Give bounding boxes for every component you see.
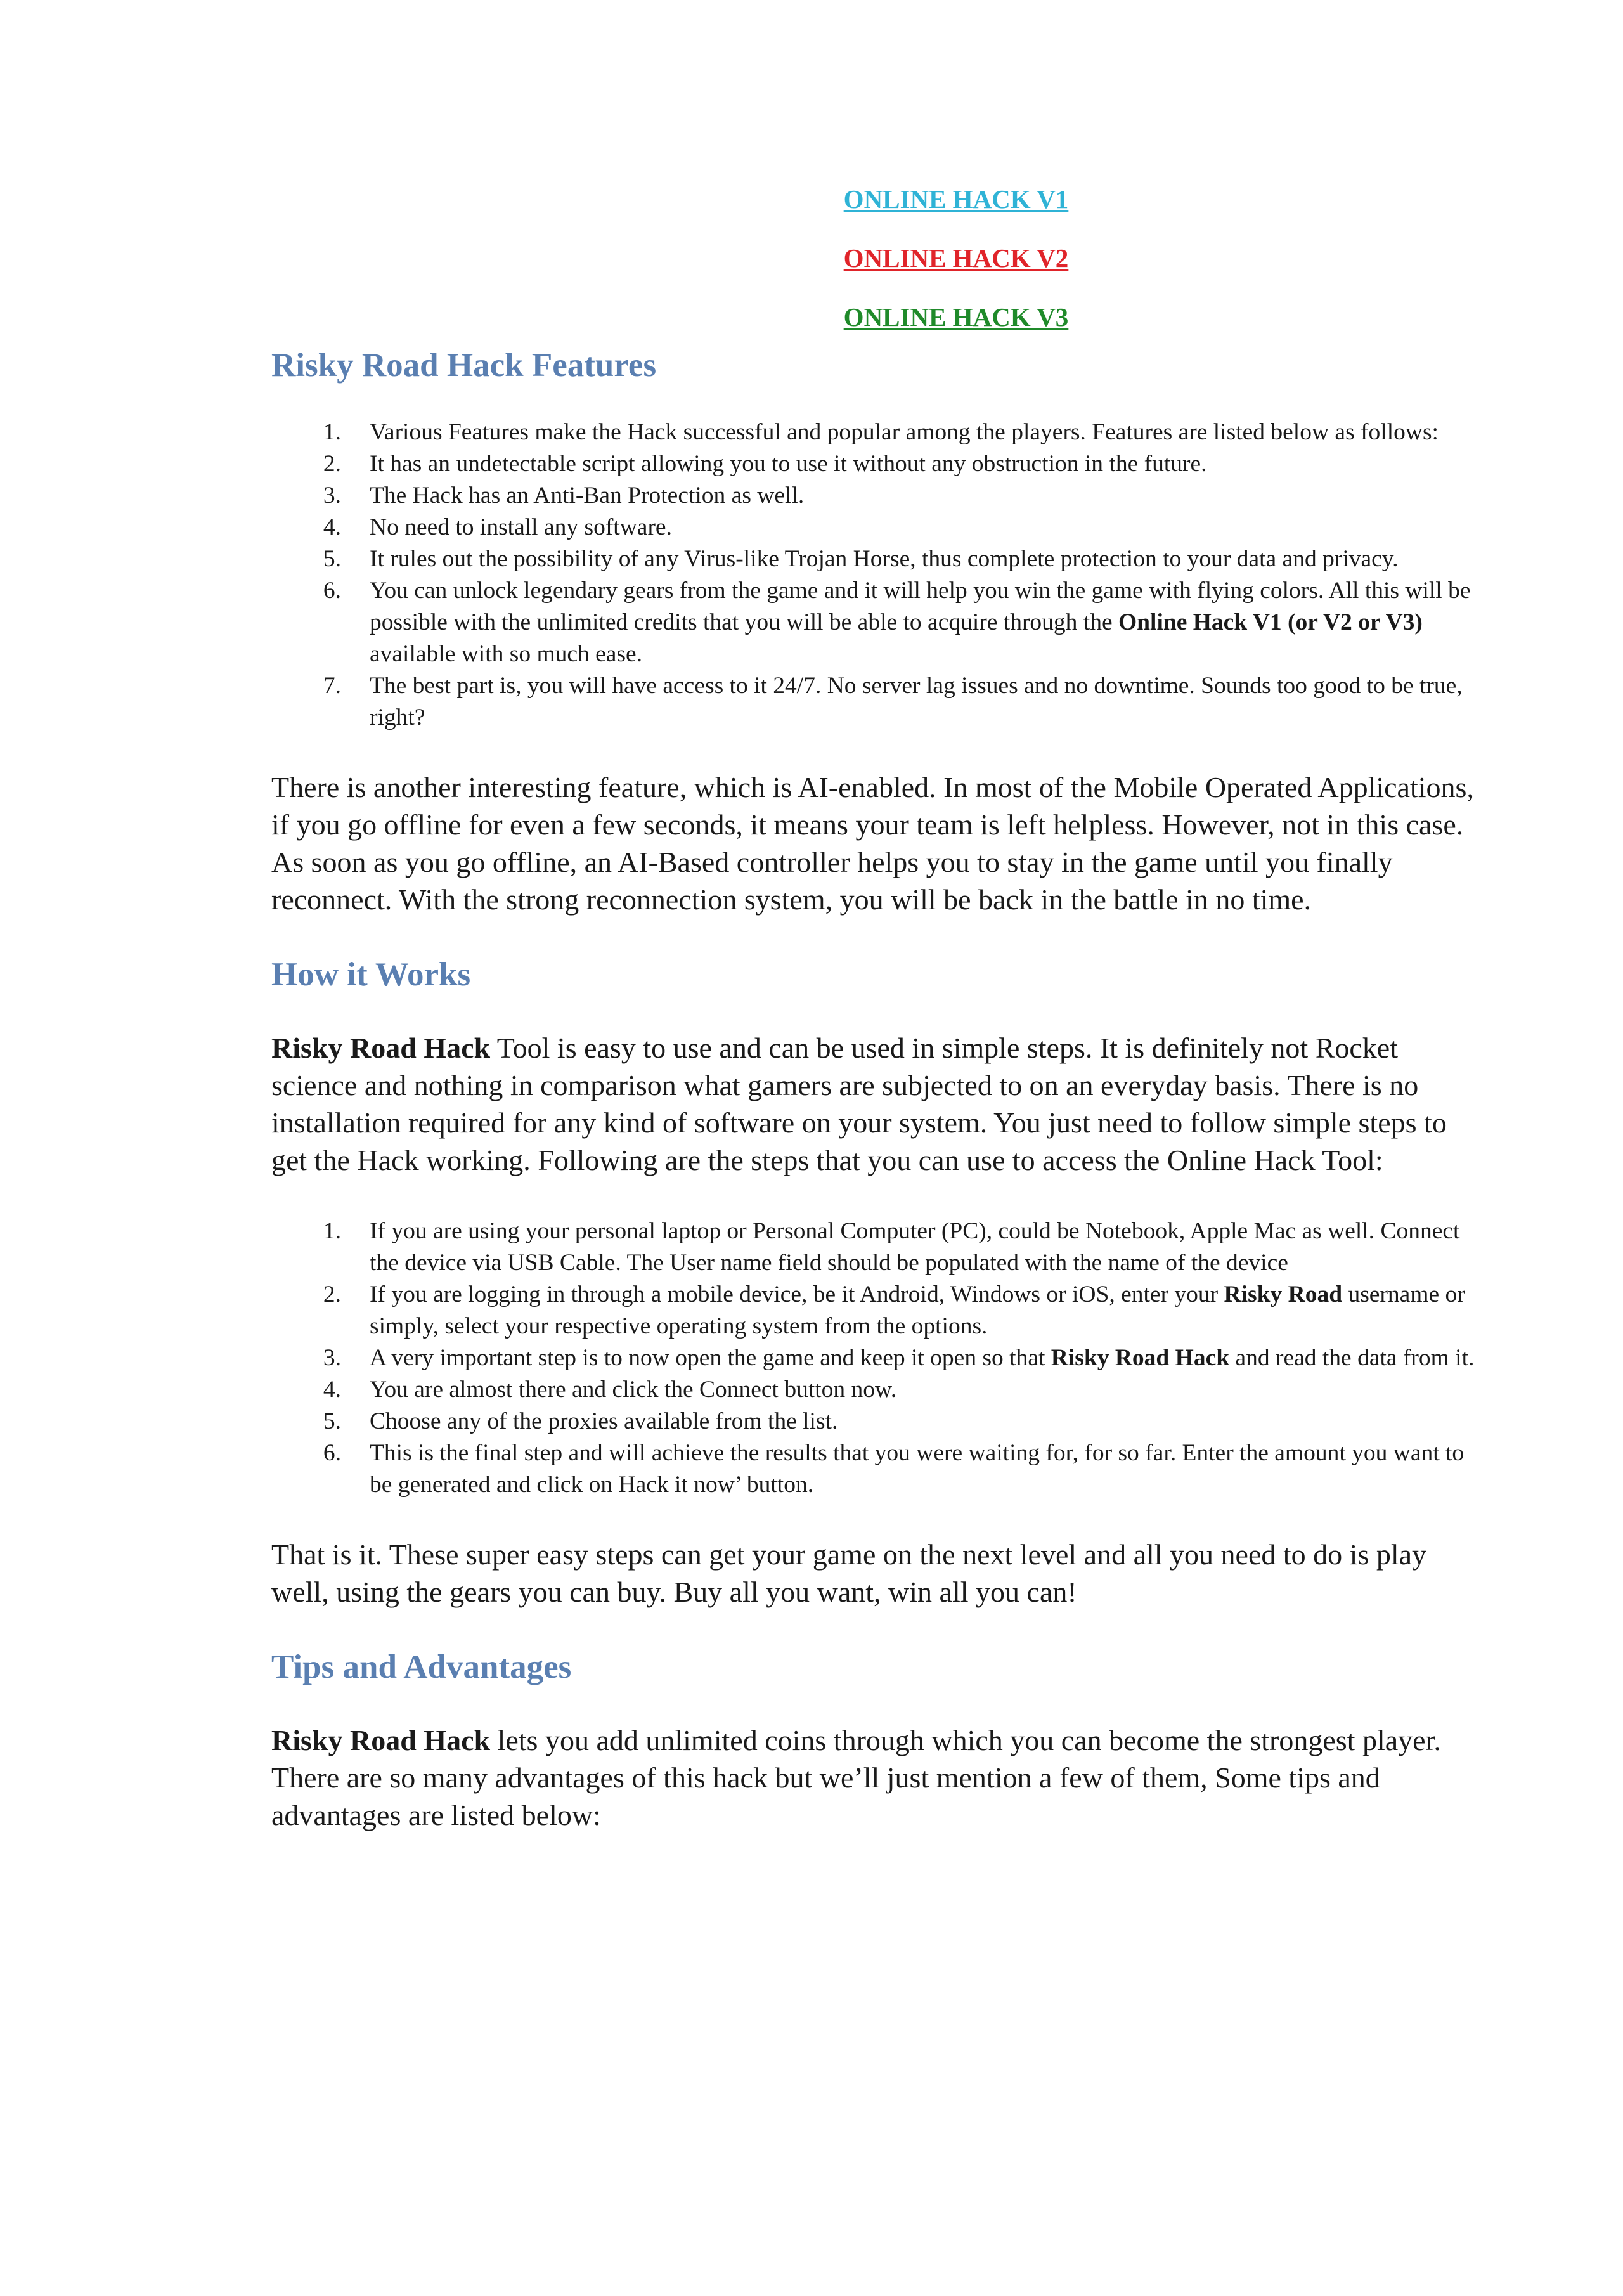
ai-feature-paragraph: There is another interesting feature, which is AI-enabled. In most of the Mobile Operated Applications, if you go offline for even a few seconds, it means your team is left helpless. However, not in this case. As soon as you go offline, an AI-Based controller helps you to stay in the game until you finally reconnect. With the strong reconnection system, you will be back in the battle in no time. [271, 771, 1474, 916]
list-item: 3. The Hack has an Anti-Ban Protection as well. [323, 483, 805, 509]
document-content [271, 184, 1482, 1834]
list-item: 6. This is the final step and will achieve the results that you were waiting for, for so far. Enter the amount you want to be generated and click on Hack it now’ button. [323, 1440, 1465, 1498]
list-item: 3. A very important step is to now open the game and keep it open so that Risky Road Hack and read the data from it. [323, 1345, 1475, 1371]
tips-heading: Tips and Advantages [271, 1649, 572, 1685]
list-item: 2. If you are logging in through a mobile device, be it Android, Windows or iOS, enter your Risky Road username or simply, select your respective operating system from the options. [323, 1281, 1465, 1339]
how-it-works-heading: How it Works [271, 956, 471, 993]
online-hack-v3-link[interactable]: ONLINE HACK V3 [843, 302, 1069, 332]
steps-list [271, 1216, 1482, 1501]
list-item: 1. If you are using your personal laptop or Personal Computer (PC), could be Notebook, Apple Mac as well. Connect the device via USB Cable. The User name field should be populated with the name of the device [323, 1218, 1460, 1276]
features-list [271, 417, 1482, 734]
list-item: 4. You are almost there and click the Connect button now. [323, 1377, 897, 1403]
list-item: 7. The best part is, you will have access to it 24/7. No server lag issues and no downtime. Sounds too good to be true, right? [323, 673, 1463, 730]
list-item: 1. Various Features make the Hack successful and popular among the players. Features are listed below as follows: [323, 419, 1439, 445]
list-item: 5. It rules out the possibility of any Virus-like Trojan Horse, thus complete protection to your data and privacy. [323, 546, 1399, 572]
list-item: 6. You can unlock legendary gears from the game and it will help you win the game with flying colors. All this will be possible with the unlimited credits that you will be able to acquire through the Online Hack V1 (or V2 or V3) available with so much ease. [323, 578, 1471, 667]
list-item: 2. It has an undetectable script allowing you to use it without any obstruction in the future. [323, 451, 1207, 477]
online-hack-v1-link[interactable]: ONLINE HACK V1 [843, 185, 1069, 214]
hack-links [271, 184, 1482, 333]
list-item: 4. No need to install any software. [323, 514, 672, 540]
list-item: 5. Choose any of the proxies available from the list. [323, 1408, 838, 1434]
closing-paragraph: That is it. These super easy steps can get your game on the next level and all you need to do is play well, using the gears you can buy. Buy all you want, win all you can! [271, 1538, 1427, 1608]
features-heading: Risky Road Hack Features [271, 347, 657, 384]
online-hack-v2-link[interactable]: ONLINE HACK V2 [843, 243, 1069, 273]
how-it-works-intro: Risky Road Hack Tool is easy to use and can be used in simple steps. It is definitely not Rocket science and nothing in comparison what gamers are subjected to on an everyday basis. There is no installation required for any kind of software on your system. You just need to follow simple steps to get the Hack working. Following are the steps that you can use to access the Online Hack Tool: [271, 1032, 1447, 1176]
tips-intro: Risky Road Hack lets you add unlimited coins through which you can become the strongest player. There are so many advantages of this hack but we’ll just mention a few of them, Some tips and advantages are listed below: [271, 1724, 1441, 1831]
